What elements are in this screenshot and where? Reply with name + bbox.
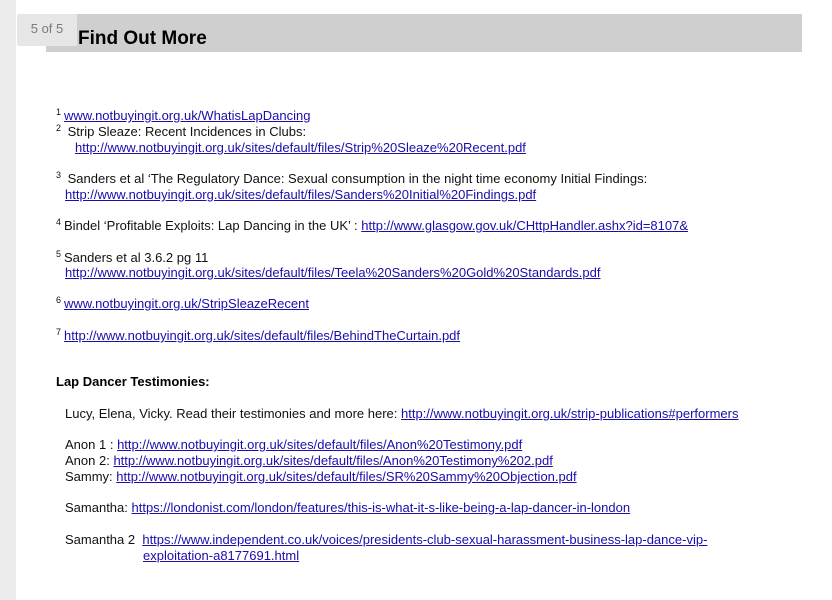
testimonies-heading: Lap Dancer Testimonies:	[56, 374, 210, 389]
testimony-text: Samantha 2	[65, 532, 136, 547]
reference-text: Sanders et al 3.6.2 pg 11	[64, 250, 209, 265]
testimony-lucy	[65, 406, 738, 422]
reference-6	[56, 296, 309, 313]
page-title: Find Out More	[78, 28, 207, 49]
reference-3	[56, 171, 647, 188]
footnote-number: 2	[56, 123, 62, 133]
testimony-text: Anon 2:	[65, 453, 110, 468]
testimony-anon-2	[65, 453, 553, 469]
testimony-link[interactable]: http://www.notbuyingit.org.uk/sites/default/files/Anon%20Testimony.pdf	[117, 437, 523, 452]
reference-2	[56, 124, 306, 141]
reference-text: Strip Sleaze: Recent Incidences in Clubs:	[67, 124, 307, 139]
testimony-sammy	[65, 469, 577, 485]
testimony-link[interactable]: https://www.independent.co.uk/voices/presidents-club-sexual-harassment-business-lap-dance-vip-	[142, 532, 708, 547]
reference-text: Sanders et al ‘The Regulatory Dance: Sexual consumption in the night time economy Initial Findings:	[67, 171, 648, 186]
footnote-number: 5	[56, 249, 62, 259]
reference-link[interactable]: http://www.notbuyingit.org.uk/sites/default/files/BehindTheCurtain.pdf	[64, 328, 461, 343]
testimony-anon-1	[65, 437, 522, 453]
footnote-number: 7	[56, 327, 62, 337]
reference-link[interactable]: http://www.notbuyingit.org.uk/sites/default/files/Strip%20Sleaze%20Recent.pdf	[75, 140, 526, 155]
reference-link[interactable]: www.notbuyingit.org.uk/StripSleazeRecent	[64, 296, 309, 311]
footnote-number: 3	[56, 170, 62, 180]
reference-link[interactable]: http://www.glasgow.gov.uk/CHttpHandler.ashx?id=8107&	[361, 218, 689, 233]
reference-link[interactable]: www.notbuyingit.org.uk/WhatisLapDancing	[64, 108, 311, 123]
reference-7	[56, 328, 460, 345]
testimony-text: Anon 1 :	[65, 437, 114, 452]
testimony-link[interactable]: http://www.notbuyingit.org.uk/strip-publications#performers	[401, 406, 739, 421]
footnote-number: 1	[56, 107, 62, 117]
footnote-number: 6	[56, 295, 62, 305]
footnote-number: 4	[56, 217, 62, 227]
testimony-link[interactable]: https://londonist.com/london/features/this-is-what-it-s-like-being-a-lap-dancer-in-london	[131, 500, 631, 515]
testimony-link[interactable]: http://www.notbuyingit.org.uk/sites/default/files/Anon%20Testimony%202.pdf	[113, 453, 553, 468]
reference-link[interactable]: http://www.notbuyingit.org.uk/sites/default/files/Sanders%20Initial%20Findings.pdf	[65, 187, 537, 202]
testimony-text: Sammy:	[65, 469, 113, 484]
reference-link[interactable]: http://www.notbuyingit.org.uk/sites/default/files/Teela%20Sanders%20Gold%20Standards.pdf	[65, 265, 601, 280]
testimony-text: Lucy, Elena, Vicky. Read their testimonies and more here:	[65, 406, 398, 421]
testimony-samantha	[65, 500, 630, 516]
testimony-link[interactable]: http://www.notbuyingit.org.uk/sites/default/files/SR%20Sammy%20Objection.pdf	[116, 469, 577, 484]
page-indicator: 5 of 5	[17, 14, 77, 46]
testimony-samantha-2	[65, 532, 707, 548]
reference-4	[56, 218, 688, 235]
reference-1	[56, 108, 310, 125]
reference-text: Bindel ‘Profitable Exploits: Lap Dancing in the UK’ :	[64, 218, 358, 233]
testimony-link-continued[interactable]: exploitation-a8177691.html	[143, 548, 300, 563]
testimony-text: Samantha:	[65, 500, 128, 515]
